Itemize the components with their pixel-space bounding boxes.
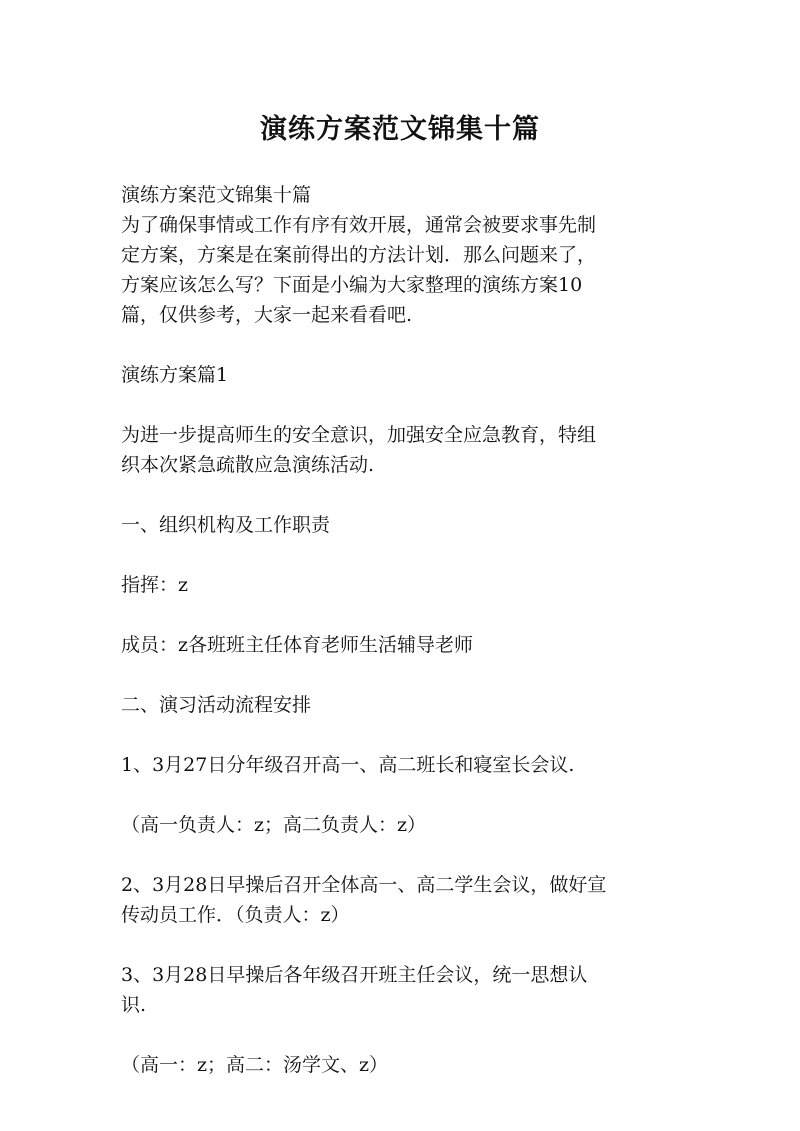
intro-line: 演练方案范文锦集十篇 xyxy=(121,184,312,206)
org-heading: 一、组织机构及工作职责 xyxy=(121,514,331,536)
process-heading: 二、演习活动流程安排 xyxy=(121,694,312,716)
section-heading: 演练方案篇1 xyxy=(121,364,229,386)
paragraph-spacer xyxy=(121,390,681,420)
intro-line: 篇，仅供参考，大家一起来看看吧. xyxy=(121,304,413,326)
paragraph-spacer xyxy=(121,720,681,750)
paragraph-spacer xyxy=(121,780,681,810)
paragraph-spacer xyxy=(121,660,681,690)
paragraph-spacer xyxy=(121,540,681,570)
intro-line: 方案应该怎么写？下面是小编为大家整理的演练方案10 xyxy=(121,274,583,296)
intro-line: 为了确保事情或工作有序有效开展，通常会被要求事先制 xyxy=(121,214,597,236)
step-3-line: 3、3月28日早操后各年级召开班主任会议，统一思想认 xyxy=(121,964,588,986)
step-3-note: （高一：z；高二：汤学文、z） xyxy=(121,1054,389,1076)
document-body xyxy=(121,180,681,1080)
purpose-line: 为进一步提高师生的安全意识，加强安全应急教育，特组 xyxy=(121,424,597,446)
members-line: 成员：z各班班主任体育老师生活辅导老师 xyxy=(121,634,474,656)
step-1-note: （高一负责人：z；高二负责人：z） xyxy=(121,814,427,836)
step-1: 1、3月27日分年级召开高一、高二班长和寝室长会议. xyxy=(121,754,575,776)
paragraph-spacer xyxy=(121,1020,681,1050)
paragraph-spacer xyxy=(121,330,681,360)
paragraph-spacer xyxy=(121,600,681,630)
commander-line: 指挥：z xyxy=(121,574,189,596)
intro-line: 定方案，方案是在案前得出的方法计划．那么问题来了， xyxy=(121,244,597,266)
paragraph-spacer xyxy=(121,480,681,510)
purpose-line: 织本次紧急疏散应急演练活动. xyxy=(121,454,375,476)
paragraph-spacer xyxy=(121,840,681,870)
step-2-line: 2、3月28日早操后召开全体高一、高二学生会议，做好宣 xyxy=(121,874,607,896)
document-title: 演练方案范文锦集十篇 xyxy=(260,114,540,145)
step-2-line: 传动员工作．（负责人：z） xyxy=(121,904,350,926)
step-3-line: 识. xyxy=(121,994,147,1016)
paragraph-spacer xyxy=(121,930,681,960)
